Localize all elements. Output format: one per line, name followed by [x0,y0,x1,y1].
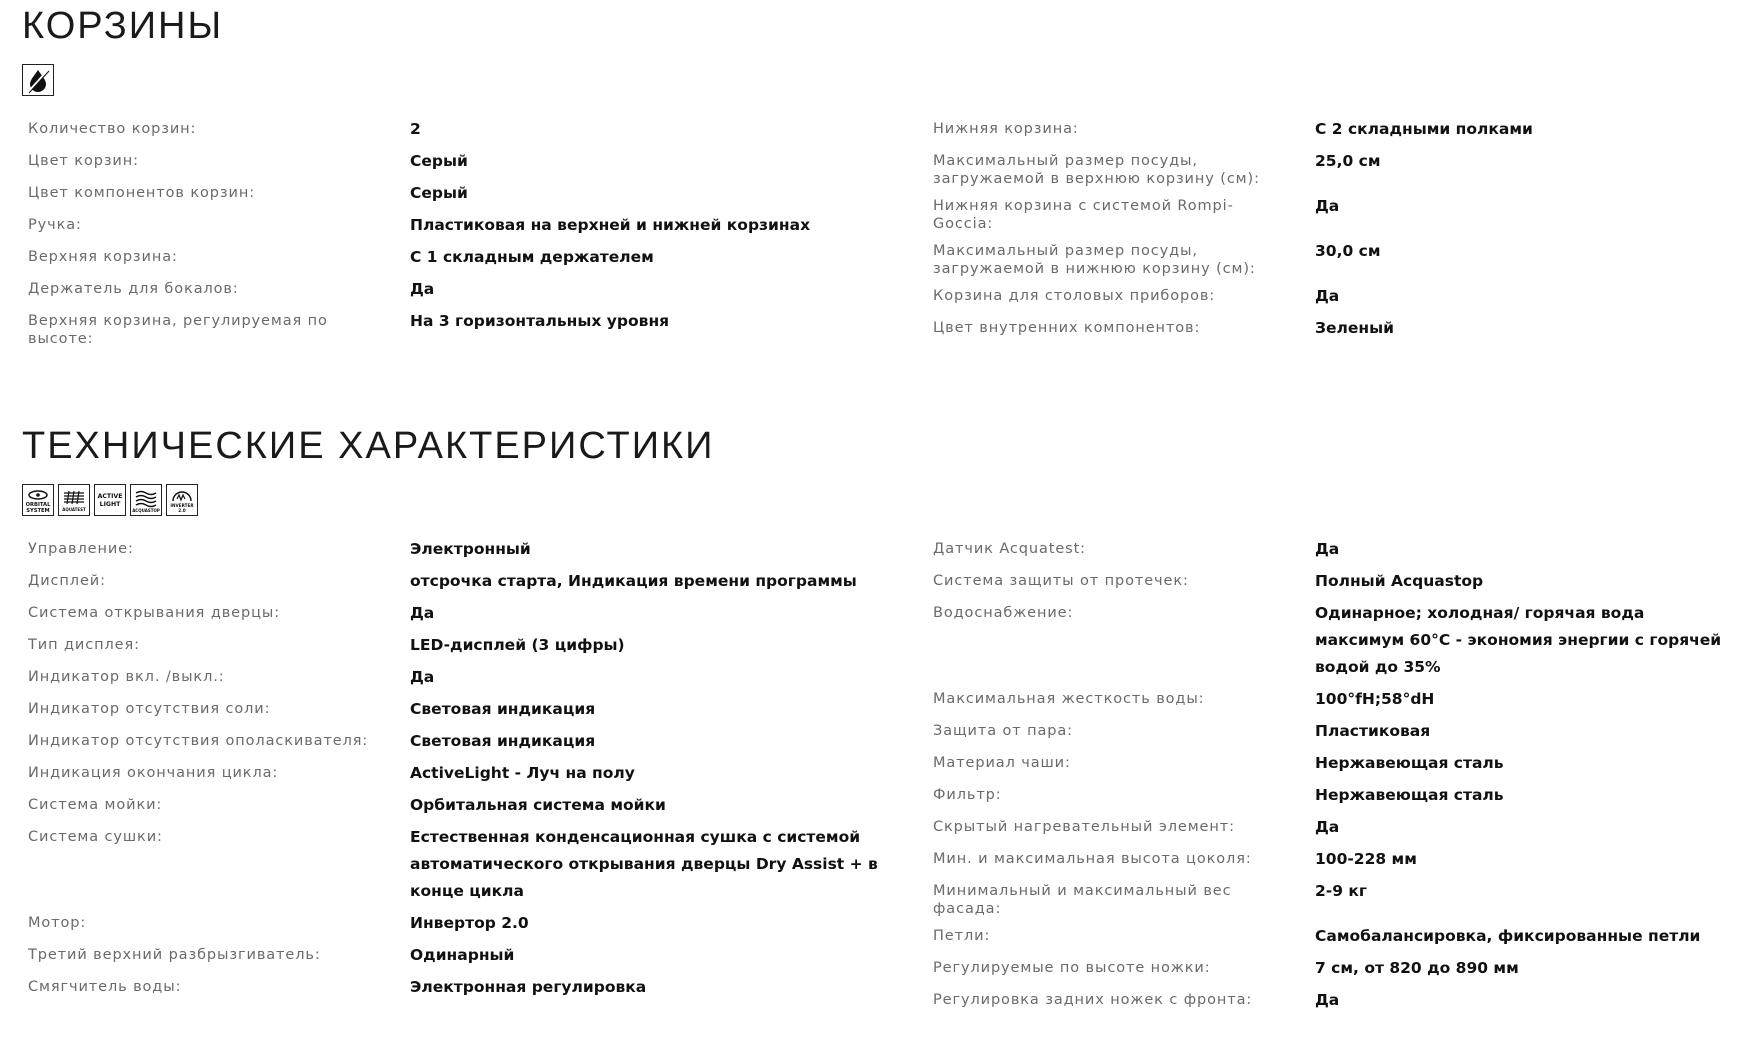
active-light-icon-bottom-text: LIGHT [99,501,121,508]
orbital-icon-top-text: ORBITAL [25,502,51,508]
tech-section [22,424,1742,1023]
spec-row [927,242,1742,278]
baskets-title: КОРЗИНЫ [22,5,224,47]
spec-label: Третий верхний разбрызгиватель: [28,947,321,963]
spec-label: Мотор: [28,915,87,931]
spec-row [927,850,1742,873]
spec-label: Минимальный и максимальный вес фасада: [933,883,1232,917]
spec-value: 30,0 см [1315,242,1381,260]
spec-value: 100°fH;58°dH [1315,690,1435,708]
spec-value: Электронная регулировка [410,978,647,996]
spec-label: Нижняя корзина с системой Rompi-Goccia: [933,198,1234,232]
spec-row [927,319,1742,342]
spec-value: Серый [410,152,468,170]
spec-value: Полный Acquastop [1315,572,1484,590]
baskets-left-column [22,120,927,357]
spec-row [22,796,927,819]
spec-value: Нержавеющая сталь [1315,754,1504,772]
spec-label: Водоснабжение: [933,605,1074,621]
spec-value: Да [1315,540,1340,558]
active-light-icon [94,484,126,516]
orbital-system-icon [22,484,54,516]
spec-value: Да [410,604,435,622]
spec-value: Световая индикация [410,700,596,718]
spec-row [22,978,927,1001]
spec-label: Индикация окончания цикла: [28,765,279,781]
spec-value: Самобалансировка, фиксированные петли [1315,927,1701,945]
baskets-icon-row [22,64,1742,96]
spec-label: Система сушки: [28,829,163,845]
active-light-icon-top-text: ACTIVE [97,493,123,500]
acquastop-icon [130,484,162,516]
spec-label: Петли: [933,928,991,944]
spec-row [927,604,1742,681]
spec-row [927,197,1742,233]
spec-label: Цвет компонентов корзин: [28,185,255,201]
spec-row [927,754,1742,777]
spec-row [22,572,927,595]
spec-label: Цвет внутренних компонентов: [933,320,1201,336]
spec-value: Одинарный [410,946,515,964]
inverter-icon [166,484,198,516]
spec-value: Зеленый [1315,319,1394,337]
spec-row [927,818,1742,841]
spec-row [22,668,927,691]
spec-row [22,946,927,969]
spec-value: На 3 горизонтальных уровня [410,312,670,330]
spec-value: Да [410,668,435,686]
spec-value: Пластиковая [1315,722,1431,740]
spec-label: Защита от пара: [933,723,1073,739]
spec-label: Мин. и максимальная высота цоколя: [933,851,1252,867]
spec-value: Инвертор 2.0 [410,914,529,932]
spec-value: Да [1315,287,1340,305]
spec-value: Естественная конденсационная сушка с системой автоматического открывания дверцы Dry Assist + в конце цикла [410,828,878,900]
spec-label: Фильтр: [933,787,1002,803]
spec-label: Система мойки: [28,797,163,813]
spec-row [22,248,927,271]
tech-columns [22,540,1742,1023]
spec-value: Орбитальная система мойки [410,796,666,814]
spec-row [927,690,1742,713]
spec-label: Ручка: [28,217,82,233]
spec-label: Скрытый нагревательный элемент: [933,819,1235,835]
spec-label: Система открывания дверцы: [28,605,281,621]
spec-value: LED-дисплей (3 цифры) [410,636,625,654]
spec-value: отсрочка старта, Индикация времени программы [410,572,857,590]
spec-label: Индикатор вкл. /выкл.: [28,669,225,685]
spec-row [927,786,1742,809]
spec-value: Нержавеющая сталь [1315,786,1504,804]
spec-row [927,927,1742,950]
spec-label: Корзина для столовых приборов: [933,288,1216,304]
spec-row [22,636,927,659]
spec-row [22,828,927,905]
spec-label: Максимальный размер посуды, загружаемой в верхнюю корзину (см): [933,153,1260,187]
baskets-section [22,4,1742,357]
spec-row [927,991,1742,1014]
spec-row [927,120,1742,143]
spec-value: Да [410,280,435,298]
spec-value: Пластиковая на верхней и нижней корзинах [410,216,811,234]
spec-label: Индикатор отсутствия ополаскивателя: [28,733,369,749]
spec-label: Нижняя корзина: [933,121,1079,137]
inverter-icon-top-text: INVERTER [170,503,194,508]
orbital-icon-bottom-text: SYSTEM [26,508,50,514]
spec-row [22,914,927,937]
spec-row [22,152,927,175]
spec-value: Да [1315,197,1340,215]
acquastop-icon-text: ACQUASTOP [132,508,160,513]
spec-label: Верхняя корзина: [28,249,178,265]
spec-label: Управление: [28,541,134,557]
spec-label: Датчик Acquatest: [933,541,1086,557]
aquatest-icon [58,484,90,516]
spec-value: С 2 складными полками [1315,120,1533,138]
tech-right-column [927,540,1742,1023]
tech-title: ТЕХНИЧЕСКИЕ ХАРАКТЕРИСТИКИ [22,425,715,467]
aquatest-icon-text: AQUATEST [62,507,86,512]
spec-row [22,184,927,207]
spec-row [927,572,1742,595]
spec-label: Максимальная жесткость воды: [933,691,1205,707]
spec-value: 2-9 кг [1315,882,1368,900]
spec-label: Смягчитель воды: [28,979,182,995]
spec-value: С 1 складным держателем [410,248,654,266]
tech-icon-row [22,484,1742,516]
spec-row [927,540,1742,563]
spec-value: ActiveLight - Луч на полу [410,764,635,782]
spec-row [22,540,927,563]
spec-value: Одинарное; холодная/ горячая вода максимум 60°C - экономия энергии с горячей водой до 35% [1315,604,1722,676]
spec-row [927,152,1742,188]
spec-value: Да [1315,991,1340,1009]
spec-row [927,959,1742,982]
spec-value: 7 см, от 820 до 890 мм [1315,959,1519,977]
spec-row [22,604,927,627]
spec-label: Количество корзин: [28,121,197,137]
spec-label: Регулировка задних ножек с фронта: [933,992,1253,1008]
spec-label: Материал чаши: [933,755,1071,771]
spec-label: Регулируемые по высоте ножки: [933,960,1211,976]
spec-value: 100-228 мм [1315,850,1417,868]
spec-row [22,120,927,143]
spec-row [22,732,927,755]
spec-label: Верхняя корзина, регулируемая по высоте: [28,313,328,347]
spec-row [22,280,927,303]
spec-value: Световая индикация [410,732,596,750]
spec-value: 25,0 см [1315,152,1381,170]
spec-row [22,312,927,348]
spec-value: Да [1315,818,1340,836]
spec-label: Цвет корзин: [28,153,139,169]
spec-row [22,216,927,239]
spec-label: Максимальный размер посуды, загружаемой в нижнюю корзину (см): [933,243,1256,277]
spec-row [927,287,1742,310]
spec-label: Дисплей: [28,573,106,589]
water-drop-icon [22,64,54,96]
tech-left-column [22,540,927,1023]
spec-row [22,700,927,723]
spec-label: Индикатор отсутствия соли: [28,701,271,717]
baskets-columns [22,120,1742,357]
spec-value: 2 [410,120,421,138]
spec-label: Система защиты от протечек: [933,573,1189,589]
inverter-icon-bottom-text: 2.0 [178,508,186,513]
spec-row [22,764,927,787]
spec-value: Электронный [410,540,531,558]
baskets-right-column [927,120,1742,357]
spec-label: Держатель для бокалов: [28,281,239,297]
spec-row [927,882,1742,918]
spec-row [927,722,1742,745]
spec-label: Тип дисплея: [28,637,140,653]
spec-value: Серый [410,184,468,202]
